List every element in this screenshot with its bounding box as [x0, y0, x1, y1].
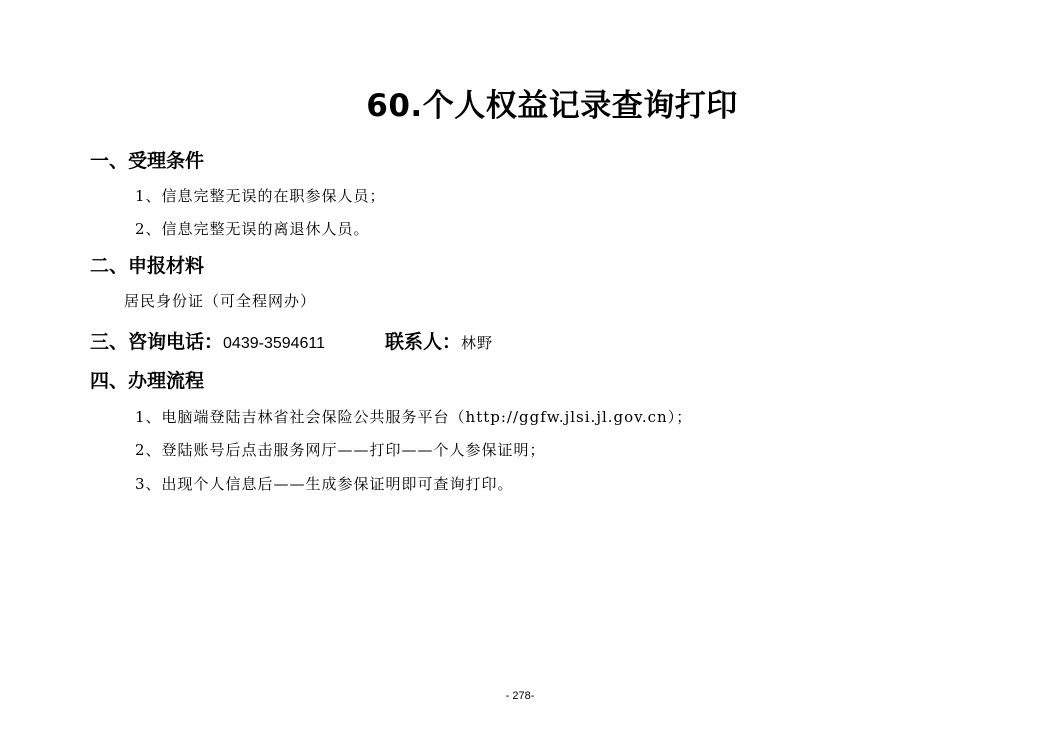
consult-line	[90, 329, 493, 355]
section-heading-process: 四、办理流程	[90, 370, 205, 392]
phone-label: 三、咨询电话：	[90, 331, 224, 353]
phone-number: 0439-3594611	[223, 335, 326, 352]
section-heading-materials: 二、申报材料	[90, 255, 205, 277]
page-title: 60.个人权益记录查询打印	[366, 88, 738, 124]
page-number: - 278-	[505, 690, 535, 702]
section-heading-conditions: 一、受理条件	[90, 150, 205, 172]
process-step-1: 1、电脑端登陆吉林省社会保险公共服务平台（http://ggfw.jlsi.jl.gov.cn）；	[135, 408, 693, 426]
contact-label: 联系人：	[385, 331, 462, 353]
condition-item-2: 2、信息完整无误的离退休人员。	[135, 220, 370, 238]
process-step-2: 2、登陆账号后点击服务网厅——打印——个人参保证明；	[135, 441, 546, 459]
condition-item-1: 1、信息完整无误的在职参保人员；	[135, 187, 386, 205]
material-item-1: 居民身份证（可全程网办）	[124, 292, 317, 310]
contact-person: 林野	[461, 334, 494, 352]
process-step-3: 3、出现个人信息后——生成参保证明即可查询打印。	[135, 475, 514, 493]
